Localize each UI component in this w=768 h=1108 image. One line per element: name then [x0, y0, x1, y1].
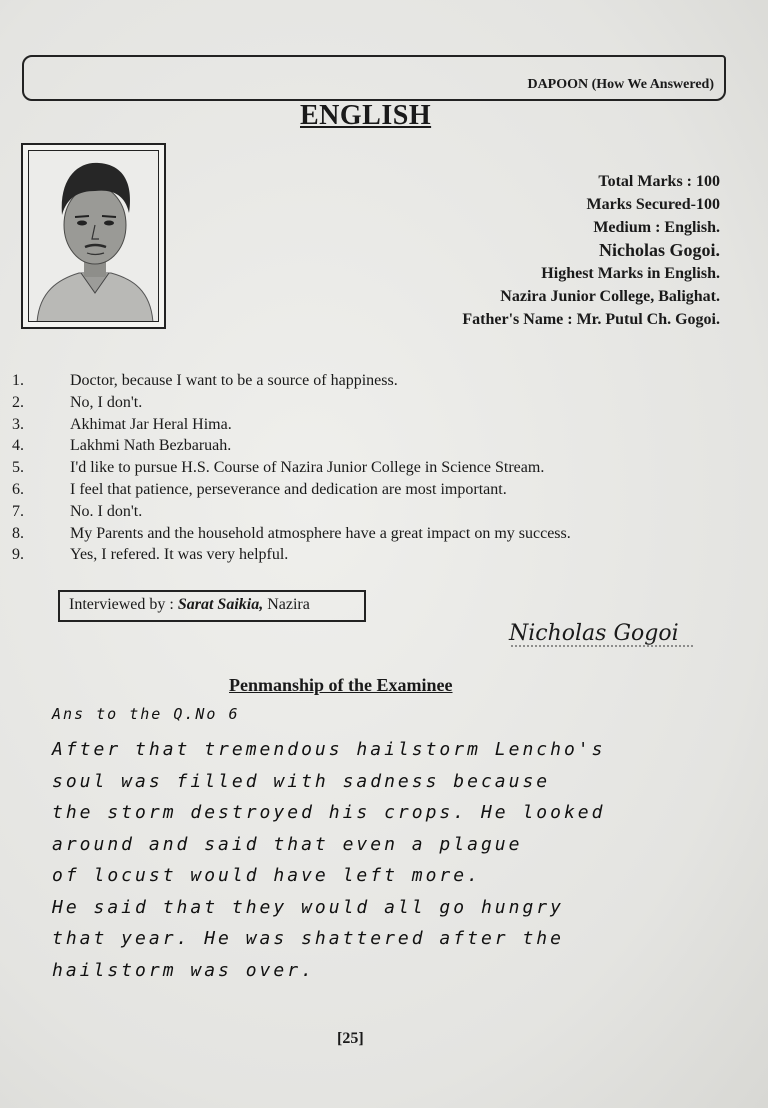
handwriting-line: hailstorm was over. [52, 959, 315, 981]
medium: Medium : English. [593, 219, 720, 236]
handwriting-line: After that tremendous hailstorm Lencho's [52, 739, 606, 760]
section-title: Penmanship of the Examinee [229, 675, 453, 695]
interviewer-place: Nazira [263, 596, 310, 613]
answer-number: 2. [12, 393, 24, 411]
answer-item [12, 459, 712, 481]
answers-list [12, 372, 712, 568]
answer-text: Doctor, because I want to be a source of happiness. [70, 372, 398, 389]
handwriting-line: He said that they would all go hungry [52, 896, 564, 918]
student-photo [28, 150, 159, 322]
page-title: ENGLISH [300, 100, 432, 131]
header-text: DAPOON (How We Answered) [527, 77, 714, 92]
answer-item [12, 394, 712, 416]
answer-text: I feel that patience, perseverance and dedication are most important. [70, 480, 507, 498]
student-name: Nicholas Gogoi. [598, 240, 720, 260]
answer-number: 7. [12, 502, 24, 520]
answer-number: 8. [12, 524, 24, 542]
answer-text: No, I don't. [70, 393, 143, 411]
student-info [462, 170, 720, 331]
signature-text: Nicholas Gogoi [509, 621, 679, 646]
portrait-image [29, 151, 159, 322]
answer-item [12, 481, 712, 503]
handwritten-answer [52, 705, 702, 991]
answer-number: 1. [12, 372, 24, 389]
answer-item [12, 372, 712, 394]
interviewer-label: Interviewed by : [69, 596, 178, 613]
fathers-name: Father's Name : Mr. Putul Ch. Gogoi. [462, 311, 720, 328]
interviewer-name: Sarat Saikia, [177, 596, 264, 613]
answer-item [12, 416, 712, 438]
page-number: [25] [337, 1030, 364, 1047]
answer-text: Yes, I refered. It was very helpful. [70, 546, 289, 564]
answer-number: 6. [12, 480, 24, 498]
answer-text: Lakhmi Nath Bezbaruah. [70, 437, 232, 455]
handwriting-line: that year. He was shattered after the [52, 928, 564, 949]
answer-text: Akhimat Jar Heral Hima. [70, 415, 232, 433]
handwriting-line: of locust would have left more. [52, 865, 481, 886]
answer-number: 9. [12, 546, 24, 564]
answer-item [12, 437, 712, 459]
student-signature [505, 608, 700, 660]
interviewer-box [58, 590, 366, 622]
answer-number: 5. [12, 459, 24, 477]
handwriting-line: soul was filled with sadness because [52, 770, 551, 792]
highest-marks: Highest Marks in English. [541, 265, 720, 282]
answer-item [12, 503, 712, 525]
answer-number: 4. [12, 437, 24, 455]
handwriting-line: around and said that even a plague [52, 833, 523, 855]
answer-text: No. I don't. [70, 502, 143, 520]
handwriting-line: the storm destroyed his crops. He looked [52, 802, 606, 823]
student-photo-frame [21, 143, 166, 329]
header-bar [22, 55, 726, 101]
marks-secured: Marks Secured-100 [586, 196, 720, 213]
total-marks: Total Marks : 100 [598, 173, 720, 190]
signature-drawing [505, 608, 700, 660]
handwriting-heading: Ans to the Q.No 6 [52, 705, 240, 723]
answer-item [12, 525, 712, 547]
answer-text: I'd like to pursue H.S. Course of Nazira Junior College in Science Stream. [70, 459, 545, 477]
answer-item [12, 546, 712, 568]
college-name: Nazira Junior College, Balighat. [500, 288, 720, 305]
answer-number: 3. [12, 415, 24, 433]
answer-text: My Parents and the household atmosphere have a great impact on my success. [70, 524, 571, 542]
